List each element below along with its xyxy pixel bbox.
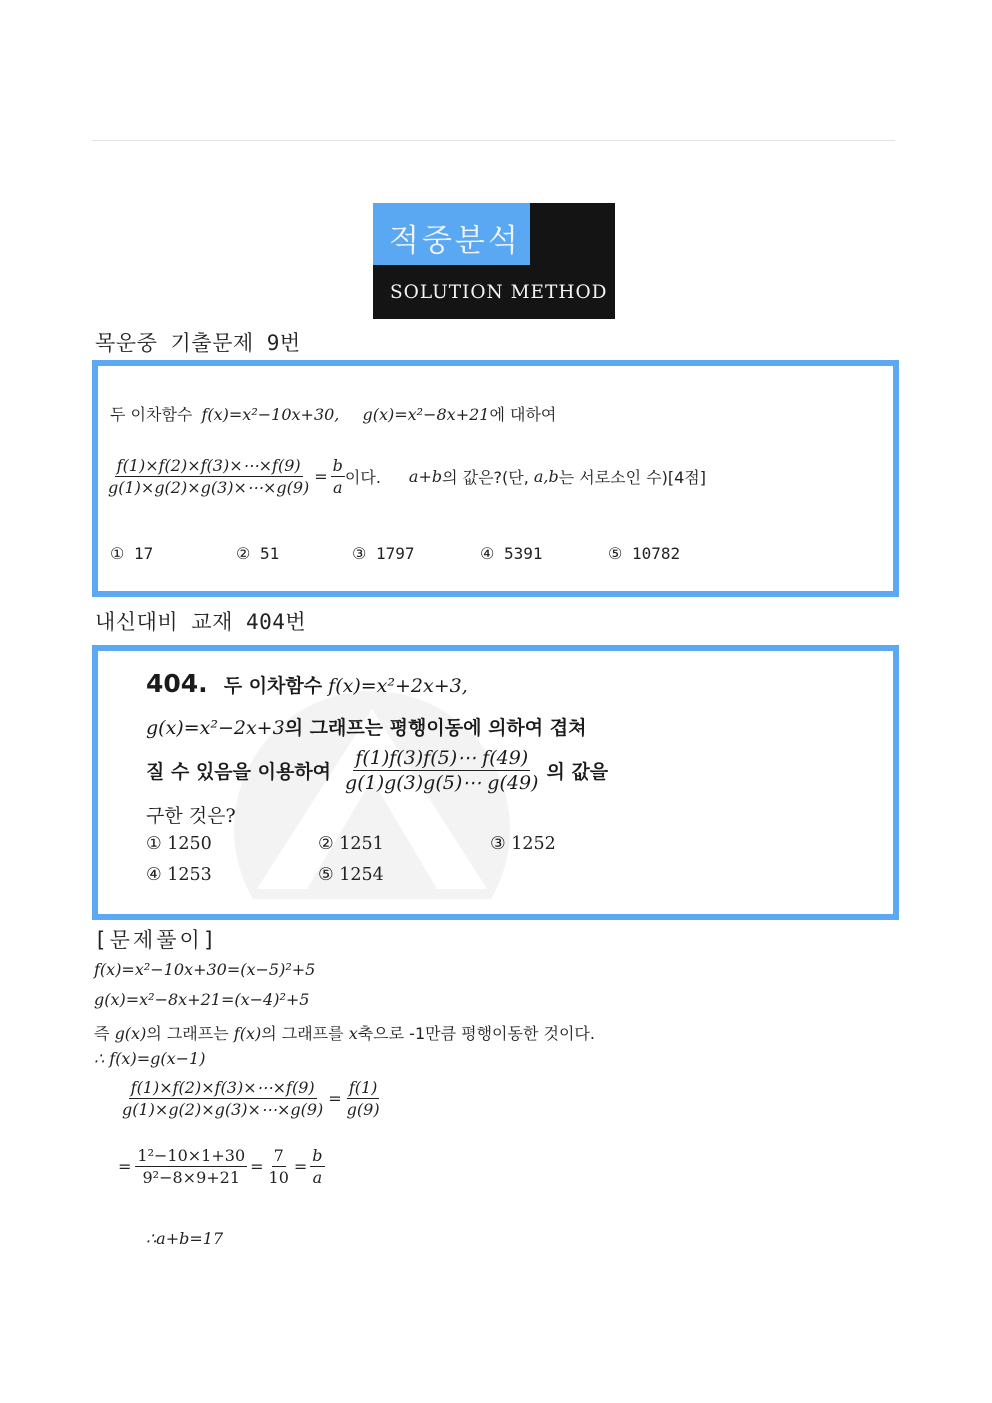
choice-1: ① 17	[110, 544, 154, 563]
solution-answer: ∴a+b=17	[146, 1229, 224, 1248]
problem-404-line2: g(x)=x²−2x+3의 그래프는 평행이동에 의하여 겹쳐	[146, 717, 587, 739]
choice-404-2: ② 1251	[318, 834, 384, 854]
choice-404-5: ⑤ 1254	[318, 865, 384, 885]
choice-404-3: ③ 1252	[490, 834, 556, 854]
solution-line-g: g(x)=x²−8x+21=(x−4)²+5	[94, 990, 310, 1009]
choice-404-4: ④ 1253	[146, 865, 212, 885]
title-korean: 적중분석	[389, 223, 521, 259]
f-definition: f(x)=x²−10x+30,	[201, 405, 340, 424]
g-definition: g(x)=x²−8x+21	[362, 405, 490, 424]
section2-heading: 내신대비 교재 404번	[95, 610, 307, 634]
choice-3: ③ 1797	[352, 544, 415, 563]
title-english: SOLUTION METHOD	[390, 282, 608, 303]
problem-404-line4: 구한 것은?	[146, 805, 236, 827]
choice-404-1: ① 1250	[146, 834, 212, 854]
exam-problem-box	[92, 360, 899, 597]
problem-line1: 두 이차함수 f(x)=x²−10x+30, g(x)=x²−8x+21에 대하여	[110, 405, 557, 424]
choice-2: ② 51	[236, 544, 280, 563]
solution-line-shift: 즉 g(x)의 그래프는 f(x)의 그래프를 x축으로 -1만큼 평행이동한 것이다.	[94, 1024, 595, 1043]
problem-line2: $\frac{f(1)\times f(2)\times f(3)\times\cdots\times f(9)}{g(1)\times g(2)\times g(3)\times\cdots\times g(9)}$ = $\frac{b}{a}$ 이다. a+b 의 값은?(단, a,b 는 서로소인 수)[4점]	[108, 456, 706, 497]
b-over-a: $\frac{b}{a}$	[332, 456, 343, 497]
solution-fraction-1: $\frac{f(1)\times f(2)\times f(3)\times\cdots\times f(9)}{g(1)\times g(2)\times g(3)\times\cdots\times g(9)}$ = $\frac{f(1)}{g(9)}$	[122, 1078, 380, 1119]
problem-number: 404.	[146, 669, 208, 698]
problem-404-line1: 404. 두 이차함수 f(x)=x²+2x+3,	[146, 669, 468, 698]
title-block	[373, 203, 615, 319]
top-divider	[92, 140, 895, 141]
problem-404-fraction: $\frac{f(1)f(3)f(5)\cdots f(49)}{g(1)g(3)g(5)\cdots g(49)}$	[345, 747, 539, 794]
problem-fraction: $\frac{f(1)\times f(2)\times f(3)\times\cdots\times f(9)}{g(1)\times g(2)\times g(3)\times\cdots\times g(9)}$	[108, 456, 310, 497]
solution-heading: [문제풀이]	[94, 928, 219, 952]
solution-line-therefore: ∴ f(x)=g(x−1)	[94, 1049, 206, 1068]
solution-line-f: f(x)=x²−10x+30=(x−5)²+5	[94, 960, 316, 979]
section1-heading: 목운중 기출문제 9번	[95, 331, 301, 355]
textbook-problem-box	[92, 645, 899, 920]
solution-fraction-2: = $\frac{\text{1²−10×1+30}}{\text{9²−8×9+21}}$ = $\frac{7}{10}$ = $\frac{b}{a}$	[118, 1146, 323, 1187]
choice-4: ④ 5391	[480, 544, 543, 563]
problem-404-line3: 질 수 있음을 이용하여 $\frac{f(1)f(3)f(5)\cdots f(49)}{g(1)g(3)g(5)\cdots g(49)}$ 의 값을	[146, 747, 609, 794]
choice-5: ⑤ 10782	[608, 544, 681, 563]
